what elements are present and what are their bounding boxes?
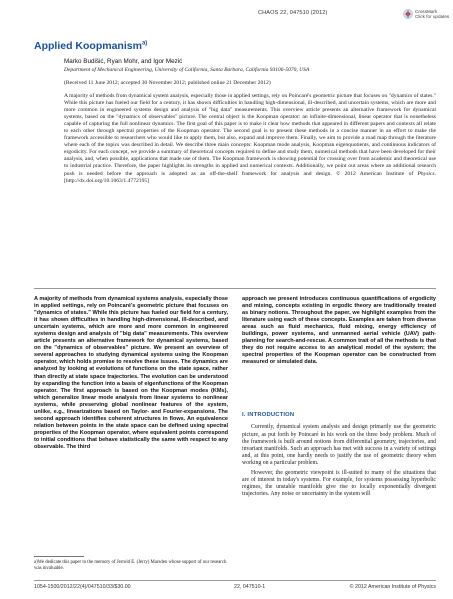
intro-paragraph-2: However, the geometric viewpoint is ill-suited to many of the situations that are of interest in today's systems. For example, for systems possessing hyperbolic regimes, the unstable manifolds give rise to locally exponentially divergent trajectories. Any noise or uncertainty in the system will [242, 469, 436, 498]
abstract-divider [34, 288, 436, 289]
abstract-journal-name: Physics. [417, 170, 436, 177]
lead-paragraph-left: A majority of methods from dynamical systems analysis, especially those in applied settings, rely on Poincaré's geometric picture that focuses on "dynamics of states." While this picture has fueled our field for a century, it has shown difficulties in handling high-dimensional, ill-described, and uncertain systems, which are more and more common in engineered systems design and analysis of "big data" measurements. This overview article presents an alternative framework for dynamical systems, based on the "dynamics of observables" picture. We present an overview of several approaches to studying dynamical systems using the Koopman operator, which holds promise to resolve these issues. The dynamics are analyzed by looking at evolutions of functions on the state space, rather than directly at state space trajectories. The evolution can be understood by expanding the function into a basis of eigenfunctions of the Koopman operator. The first approach is based on the Koopman modes (KMs), which generalize linear mode analysis from linear systems to nonlinear systems, while preserving global nonlinear features of the system, unlike, e.g., linearizations based on Taylor- and Fourier-expansions. The second approach identifies coherent structures in flows. An equivalence relation between points in the state space can be defined using spectral properties of the Koopman operator, where equivalent points correspond to initial conditions that behave statistically the same with respect to any observable. The third [34, 296, 229, 450]
crossmark-badge[interactable] [403, 9, 449, 19]
footer-divider [34, 580, 436, 581]
right-column [242, 296, 436, 499]
journal-reference: CHAOS 22, 047510 (2012) [258, 10, 328, 16]
page-header [0, 6, 453, 28]
author-list: Marko Budišić, Ryan Mohr, and Igor Mezić [64, 58, 183, 65]
crossmark-label: CrossMark [415, 9, 438, 14]
footer-page-number: 22, 047510-1 [234, 584, 266, 590]
section-heading-introduction: I. INTRODUCTION [242, 412, 295, 419]
intro-paragraph-1: Currently, dynamical system analysis and design primarily use the geometric picture, as put forth by Poincaré in his work on the three body problem. Much of the framework is built around notions from differential geometry, trajectories, and invariant manifolds. Such an approach has met with success in a variety of settings and, at this point, one hardly needs to justify the use of geometric theory when working on a particular problem. [242, 424, 436, 467]
footnote-divider [34, 556, 84, 557]
article-title-text: Applied Koopmanism [34, 40, 142, 52]
doi-link[interactable]: [http://dx.doi.org/10.1063/1.4772195] [64, 177, 150, 184]
crossmark-sublabel: Click for updates [415, 14, 450, 19]
abstract [64, 93, 436, 185]
article-title [34, 40, 147, 52]
title-footnote-marker[interactable]: a) [141, 40, 148, 47]
author-affiliation: Department of Mechanical Engineering, University of California, Santa Barbara, California 93106-5070, USA [64, 67, 310, 73]
abstract-text: A majority of methods from dynamical system analysis, especially those in applied settings, rely on Poincaré's geometric picture that focuses on "dynamics of states." While this picture has fueled our field for a century, it has shown difficulties in handling high-dimensional, ill-described, and uncertain systems, which are more and more common in engineered systems design and analysis of "big data" measurements. This overview article presents an alternative framework for dynamical systems, based on the "dynamics of observables" picture. The central object is the Koopman operator: an infinite-dimensional, linear operator that is nonetheless capable of capturing the full nonlinear dynamics. The first goal of this paper is to make it clear how methods that appeared in different papers and contexts all relate to each other through spectral properties of the Koopman operator. The second goal is to present these methods in a concise manner in an effort to make the framework accessible to researchers who would like to apply them, but also, expand and improve them. Finally, we aim to provide a road map through the literature where each of the topics was described in detail. We describe three main concepts: Koopman mode analysis, Koopman eigenquotients, and continuous indicators of ergodicity. For each concept, we provide a summary of theoretical concepts required to define and study them, numerical methods that have been developed for their analysis, and, when possible, applications that made use of them. The Koopman framework is showing potential for crossing over from academic and theoretical use to industrial practice. Therefore, the paper highlights its strengths in applied and numerical contexts. Additionally, we point out areas where an additional research push is needed before the approach is adopted as an off-the-shelf framework for analysis and design. © 2012 American Institute of [64, 93, 436, 177]
lead-paragraph-right: approach we present introduces continuous quantifications of ergodicity and mixing, concepts existing in ergodic theory are traditionally treated as binary notions. Throughout the paper, we highlight examples from the literature using each of these concepts. Examples are taken from diverse areas such as fluid mechanics, fluid mixing, energy efficiency of buildings, power systems, and unmanned aerial vehicle (UAV) path-planning for search-and-rescue. A common trait of all the methods is that they do not require access to an analytical model of the system; the spectral properties of the Koopman operator can be constructed from measured or simulated data. [242, 296, 436, 366]
footer-copyright: © 2012 American Institute of Physics [349, 584, 436, 590]
publication-dates: (Received 11 June 2012; accepted 30 November 2012; published online 21 December 2012) [64, 80, 271, 86]
crossmark-icon [403, 9, 413, 19]
footnote: a)We dedicate this paper to the memory of Jerrold E. (Jerry) Marsden whose support of our research was invaluable. [34, 560, 227, 571]
footer-issn: 1054-1500/2012/22(4)/047510/33/$30.00 [34, 584, 131, 590]
